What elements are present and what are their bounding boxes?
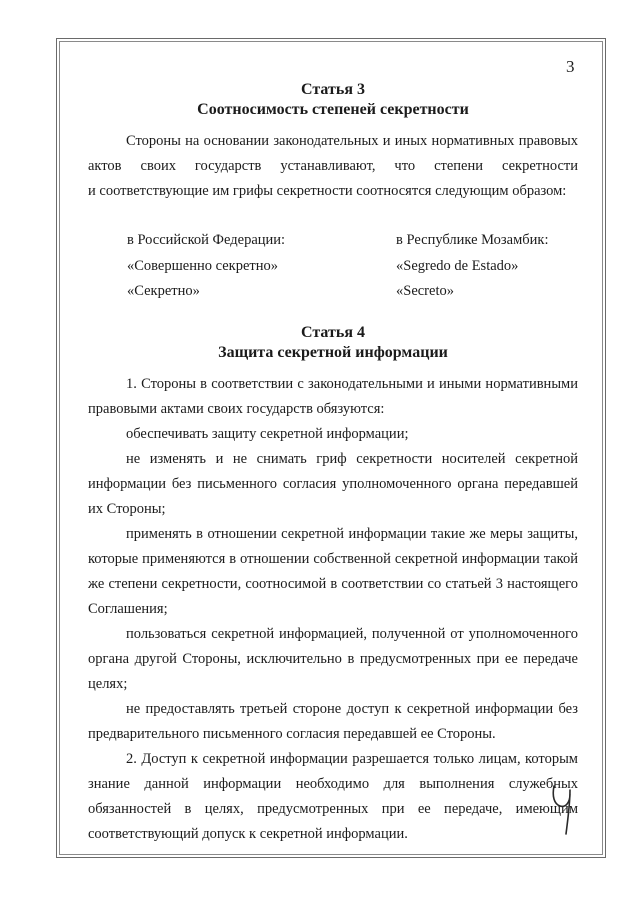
article-4-item-5: пользоваться секретной информацией, полученной от уполномоченного органа другой Стороны, исключительно в предусмотренных при ее передаче целях; — [88, 626, 578, 692]
article-3-paragraph — [88, 129, 578, 204]
handwritten-initial — [548, 778, 578, 838]
article-4-subtitle: Защита секретной информации — [218, 344, 448, 361]
mozambique-grade-2: «Secreto» — [396, 283, 454, 299]
article-4-item-7: 2. Доступ к секретной информации разрешается только лицам, которым знание данной информации необходимо для выполнения служебных обязанностей в целях, предусмотренных при ее передаче, имеющим соответствующий допуск к секретной информации. — [88, 751, 578, 842]
article-4-item-4: применять в отношении секретной информации такие же меры защиты, которые применяются в отношении собственной секретной информации такой же степени секретности, соотносимой в соответствии со статьей 3 настоящего Соглашения; — [88, 526, 578, 617]
article-3-subtitle: Соотносимость степеней секретности — [197, 101, 469, 118]
russia-grade-2: «Секретно» — [127, 283, 200, 299]
russia-grade-1: «Совершенно секретно» — [127, 257, 278, 274]
article-4-item-3: не изменять и не снимать гриф секретности носителей секретной информации без письменного согласия уполномоченного органа передавшей их Стороны; — [88, 451, 578, 517]
article-4-item-2: обеспечивать защиту секретной информации; — [126, 426, 409, 442]
mozambique-column-header: в Республике Мозамбик: — [396, 232, 549, 248]
article-3-line-2: актов своих государств устанавливают, что степени секретности — [88, 158, 578, 174]
article-3-title: Статья 3 — [301, 81, 365, 98]
russia-column-header: в Российской Федерации: — [127, 232, 286, 248]
article-4-title: Статья 4 — [301, 324, 365, 341]
article-4-item-6: не предоставлять третьей стороне доступ к секретной информации без предварительного письменного согласия передавшей ее Стороны. — [88, 701, 578, 742]
article-4-item-1: 1. Стороны в соответствии с законодательными и иными нормативными правовыми актами своих государств обязуются: — [88, 376, 578, 417]
page-number: 3 — [566, 57, 575, 76]
mozambique-classification-column — [396, 228, 548, 305]
mozambique-grade-1: «Segredo de Estado» — [396, 257, 519, 274]
article-3-line-3: и соответствующие им грифы секретности соотносятся следующим образом: — [88, 183, 567, 199]
russia-classification-column — [127, 228, 285, 305]
article-3-line-1: Стороны на основании законодательных и иных нормативных правовых — [126, 133, 578, 149]
article-4-body — [88, 372, 578, 847]
